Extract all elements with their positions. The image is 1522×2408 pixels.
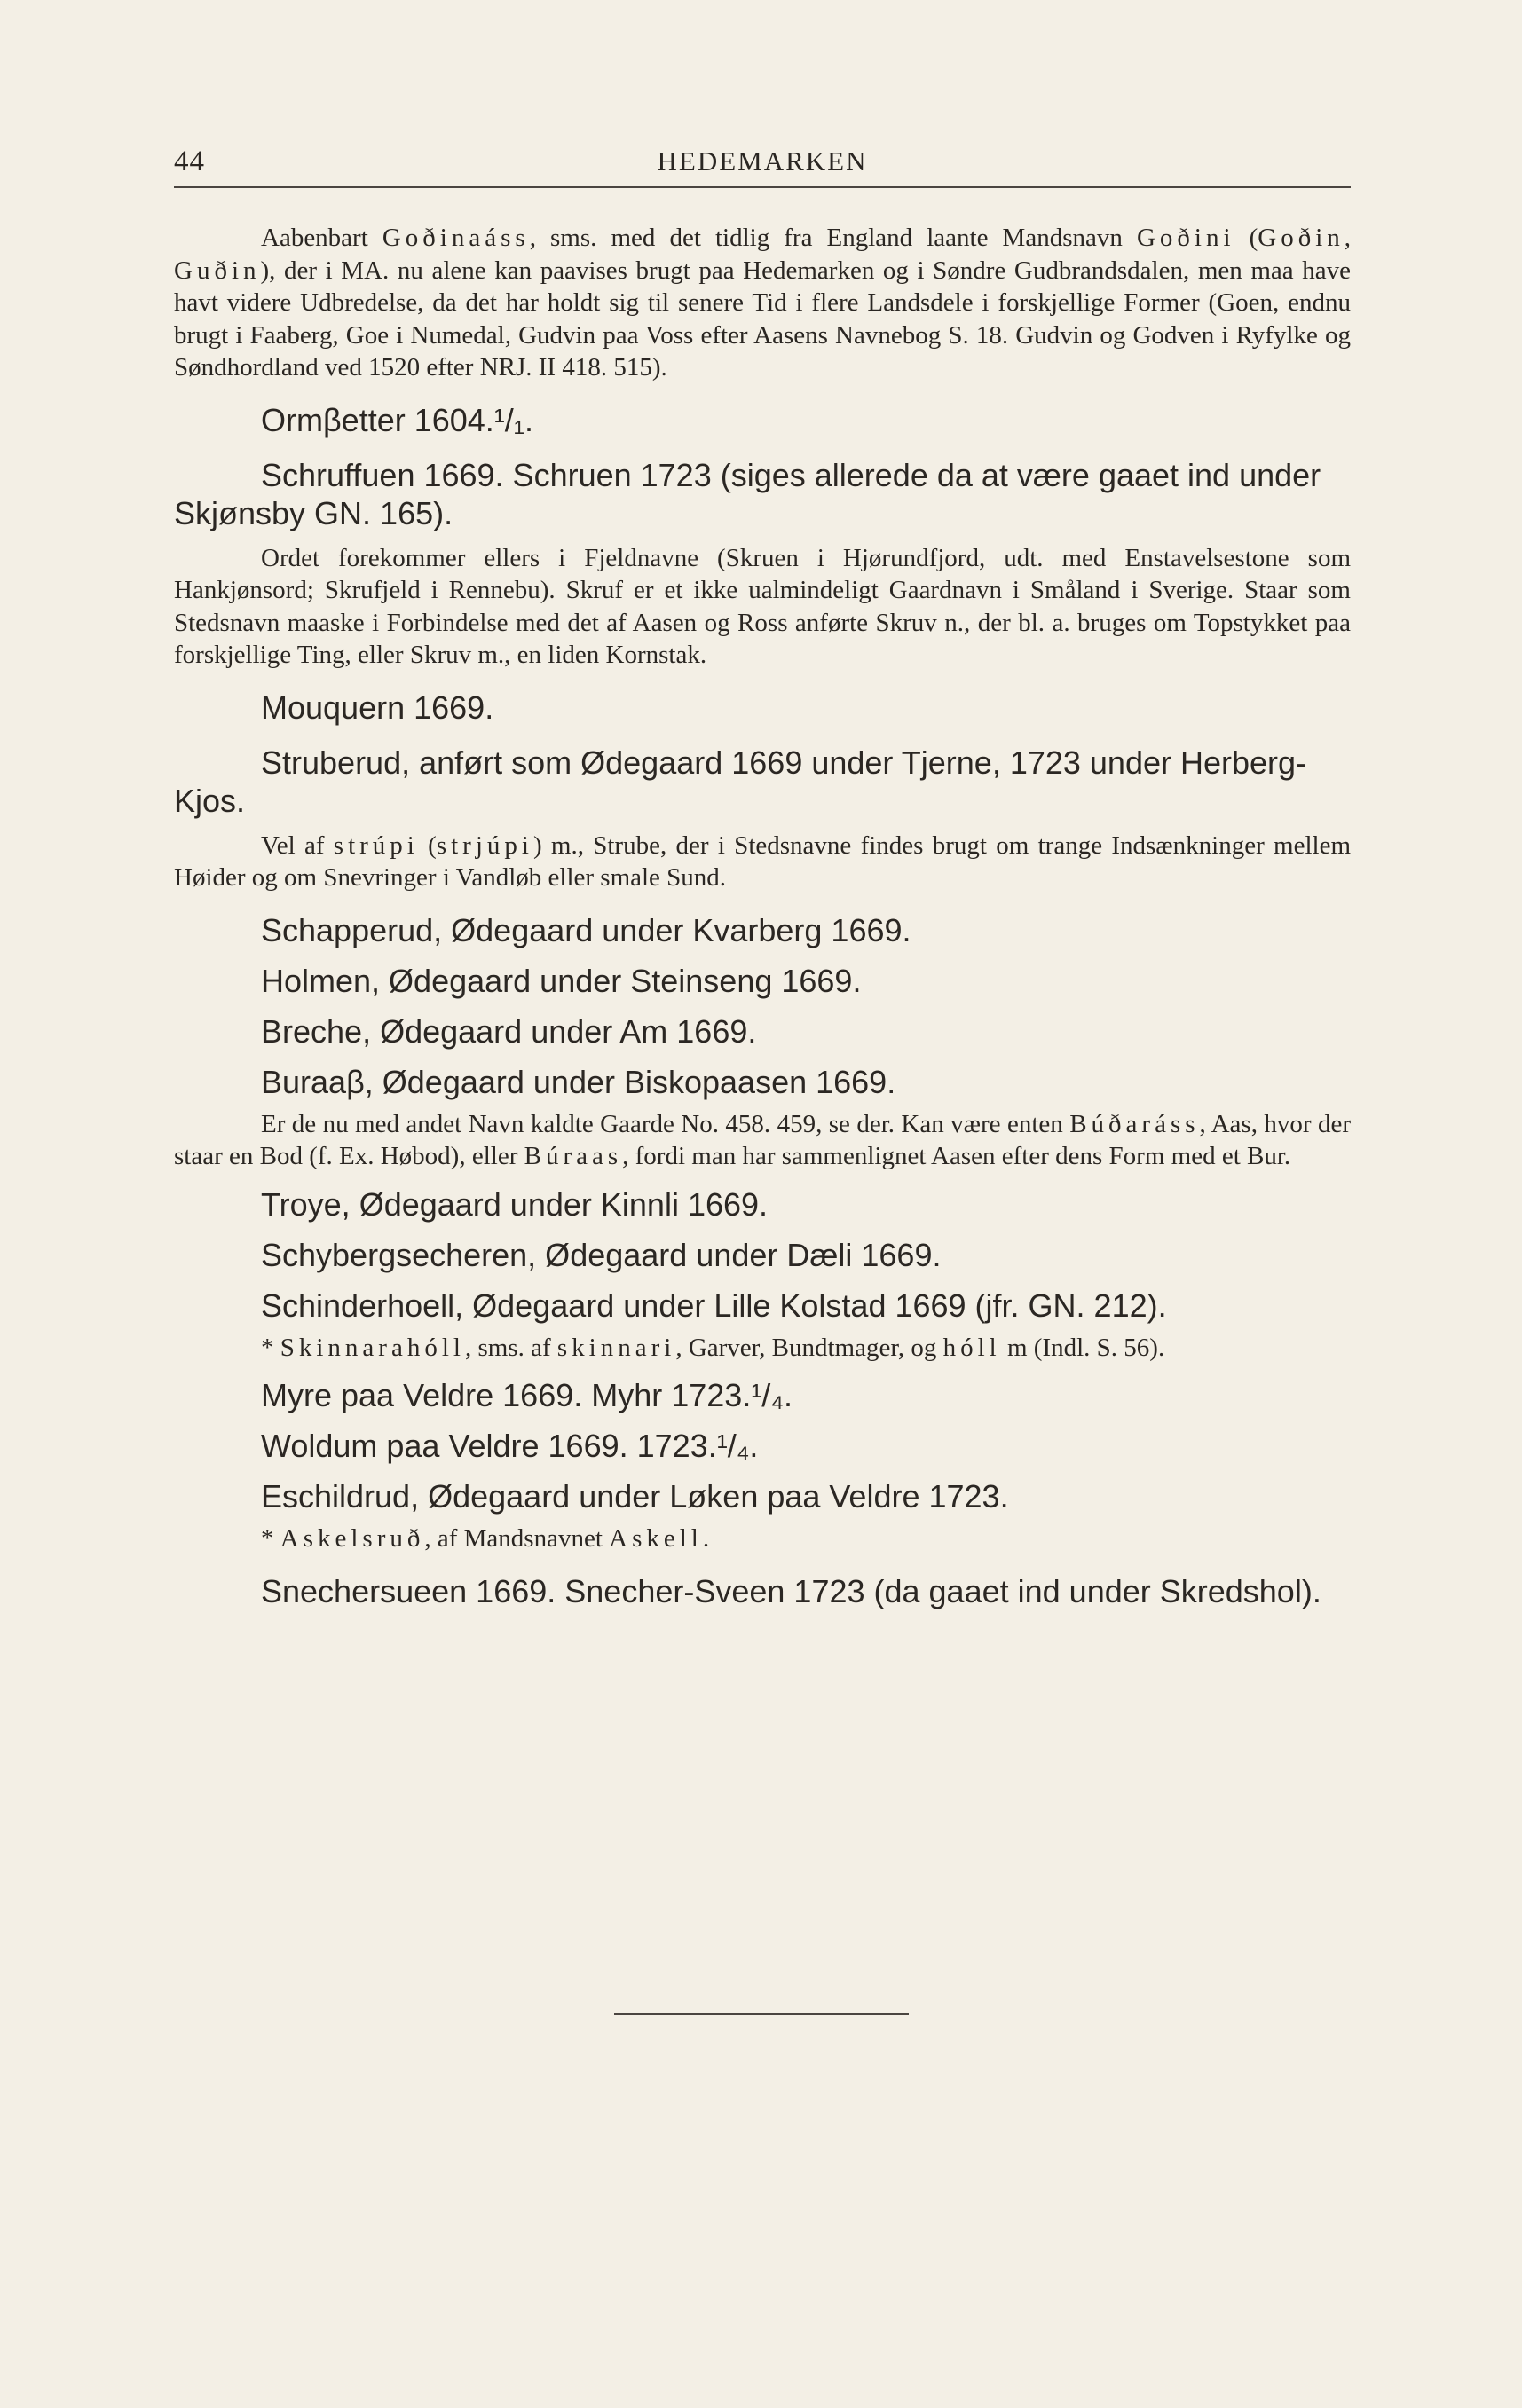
entry-mouquern: Mouquern 1669. [261, 689, 494, 726]
entry-schapperud: Schapperud, Ødegaard under Kvarberg 1669. [261, 911, 911, 948]
paragraph-skruen: Ordet forekommer ellers i Fjeldnavne (Skruen i Hjørundfjord, udt. med Enstavelsestone som Hankjønsord; Skrufjeld i Rennebu). Skruf er et ikke ualmindeligt Gaardnavn i Småland i Sverige. Staar som Stedsnavn maaske i Forbindelse med det af Aasen og Ross anførte Skruv n., der bl. a. bruges om Topstykket paa forskjellige Ting, eller Skruv m., en liden Kornstak. [174, 543, 1351, 669]
entry-struberud: Struberud, anført som Ødegaard 1669 under Tjerne, 1723 under Herberg-Kjos. [174, 744, 1307, 819]
entry-schinderhoell: Schinderhoell, Ødegaard under Lille Kolstad 1669 (jfr. GN. 212). [261, 1287, 1167, 1324]
page-body [174, 222, 1351, 1610]
entry-breche: Breche, Ødegaard under Am 1669. [261, 1012, 757, 1050]
page-header [174, 146, 1351, 188]
entry-schybergsecheren: Schybergsecheren, Ødegaard under Dæli 1669. [261, 1236, 942, 1273]
paragraph-budarass: Er de nu med andet Navn kaldte Gaarde No. 458. 459, se der. Kan være enten Búðaráss, Aas, hvor der staar en Bod (f. Ex. Høbod), eller Búraas, fordi man har sammenlignet Aasen efter dens Form med et Bur. [174, 1109, 1351, 1170]
entry-myre: Myre paa Veldre 1669. Myhr 1723.¹/₄. [261, 1377, 793, 1413]
end-rule [614, 2013, 909, 2015]
paragraph-askelsrud: * Askelsruð, af Mandsnavnet Askell. [261, 1524, 710, 1553]
paragraph-skinnaraholl: * Skinnarahóll, sms. af skinnari, Garver, Bundtmager, og hóll m (Indl. S. 56). [261, 1333, 1165, 1362]
entry-buraab: Buraaβ, Ødegaard under Biskopaasen 1669. [261, 1063, 896, 1100]
entry-troye: Troye, Ødegaard under Kinnli 1669. [261, 1185, 769, 1223]
entry-snechersueen: Snechersueen 1669. Snecher-Sveen 1723 (da gaaet ind under Skredshol). [261, 1572, 1321, 1609]
entry-schruffuen: Schruffuen 1669. Schruen 1723 (siges allerede da at være gaaet ind under Skjønsby GN. 165). [174, 456, 1321, 531]
entry-ormbetter: Ormβetter 1604.¹/₁. [261, 401, 533, 438]
paragraph-godinaass: Aabenbart Goðinaáss, sms. med det tidlig fra England laante Mandsnavn Goðini (Goðin, Guðin), der i MA. nu alene kan paavises brugt paa Hedemarken og i Søndre Gudbrandsdalen, men maa have havt videre Udbredelse, da det har holdt sig til senere Tid i flere Landsdele i forskjellige Former (Goen, endnu brugt i Faaberg, Goe i Numedal, Gudvin paa Voss efter Aasens Navnebog S. 18. Gudvin og Godven i Ryfylke og Søndhordland ved 1520 efter NRJ. II 418. 515). [174, 224, 1351, 382]
entry-eschildrud: Eschildrud, Ødegaard under Løken paa Veldre 1723. [261, 1478, 1009, 1515]
page-number: 44 [174, 146, 205, 177]
entry-woldum: Woldum paa Veldre 1669. 1723.¹/₄. [261, 1428, 759, 1464]
paragraph-strupi: Vel af strúpi (strjúpi) m., Strube, der i Stedsnavne findes brugt om trange Indsænkninger mellem Høider og om Snevringer i Vandløb eller smale Sund. [174, 830, 1351, 892]
entry-holmen: Holmen, Ødegaard under Steinseng 1669. [261, 962, 862, 999]
running-title: HEDEMARKEN [657, 146, 868, 177]
